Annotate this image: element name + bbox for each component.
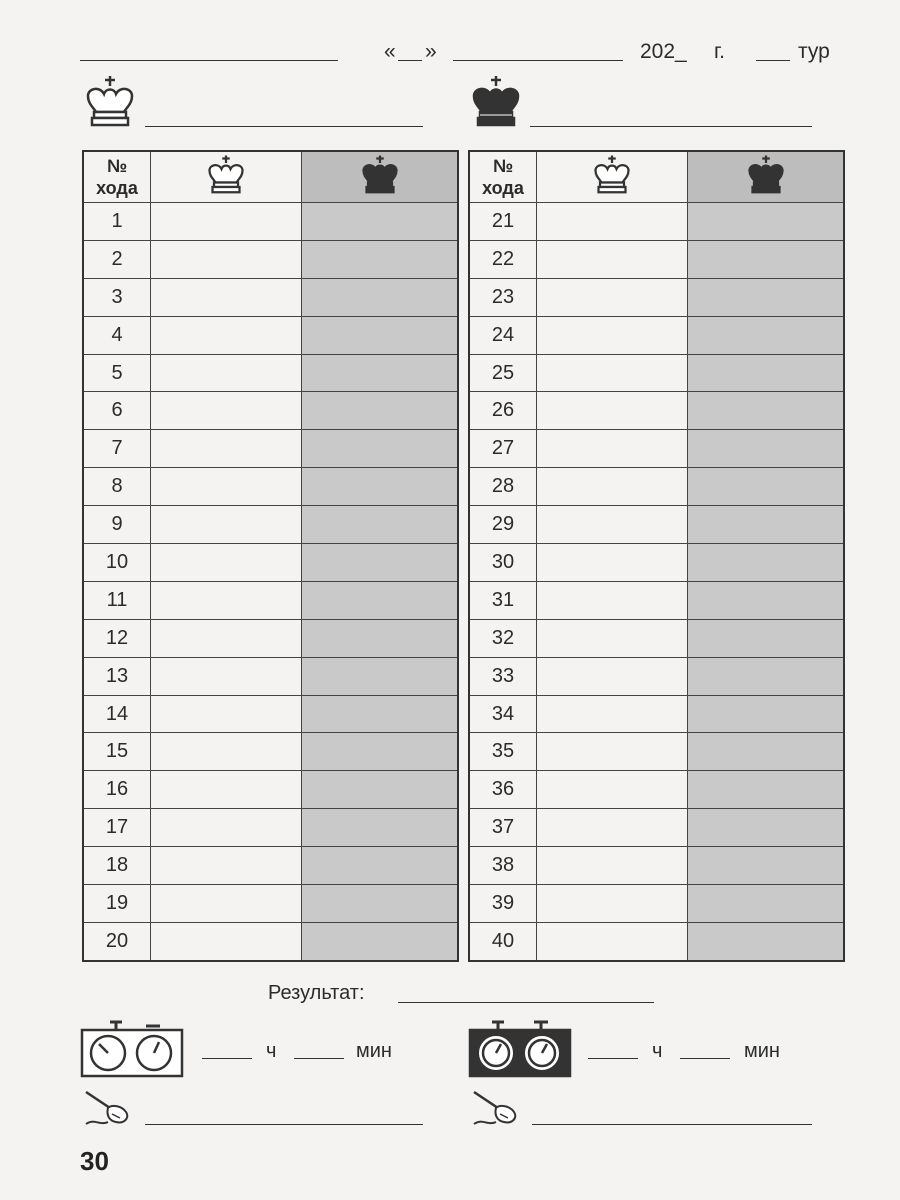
white-signature-field[interactable] (145, 1122, 423, 1125)
year-suffix: г. (714, 40, 725, 63)
white-move-cell[interactable] (151, 885, 302, 923)
white-move-cell[interactable] (151, 392, 302, 430)
move-number: 29 (469, 506, 537, 544)
move-row (469, 619, 844, 657)
black-move-cell[interactable] (302, 809, 459, 847)
move-row (83, 354, 458, 392)
event-field[interactable] (80, 38, 338, 61)
black-move-cell[interactable] (688, 885, 845, 923)
moves-table-right (468, 150, 845, 962)
move-row (469, 354, 844, 392)
white-move-cell[interactable] (537, 657, 688, 695)
move-number: 37 (469, 809, 537, 847)
black-signature-field[interactable] (532, 1122, 812, 1125)
black-minutes-label: мин (744, 1040, 780, 1062)
move-number: 9 (83, 506, 151, 544)
move-number: 35 (469, 733, 537, 771)
round-field[interactable] (756, 38, 790, 61)
move-number: 22 (469, 240, 537, 278)
white-move-cell[interactable] (151, 922, 302, 960)
move-row (83, 203, 458, 241)
black-move-cell[interactable] (302, 430, 459, 468)
white-minutes-field[interactable] (294, 1056, 344, 1059)
white-king-icon (203, 154, 249, 196)
white-move-cell[interactable] (151, 847, 302, 885)
month-field[interactable] (453, 38, 623, 61)
white-move-cell[interactable] (537, 544, 688, 582)
move-row (83, 885, 458, 923)
black-move-cell[interactable] (302, 922, 459, 960)
white-move-cell[interactable] (537, 695, 688, 733)
move-number: 40 (469, 922, 537, 960)
white-move-cell[interactable] (151, 581, 302, 619)
black-move-cell[interactable] (302, 240, 459, 278)
black-move-cell[interactable] (688, 922, 845, 960)
black-move-cell[interactable] (688, 468, 845, 506)
table-header-row (83, 151, 458, 203)
move-row (83, 468, 458, 506)
black-move-cell[interactable] (688, 733, 845, 771)
white-move-cell[interactable] (537, 771, 688, 809)
move-number: 10 (83, 544, 151, 582)
white-player-name-field[interactable] (145, 124, 423, 127)
move-number: 33 (469, 657, 537, 695)
move-number: 8 (83, 468, 151, 506)
white-column-header (537, 151, 688, 203)
chess-clock-icon (468, 1020, 572, 1080)
white-minutes-label: мин (356, 1040, 392, 1062)
black-move-cell[interactable] (688, 203, 845, 241)
move-number: 36 (469, 771, 537, 809)
black-move-cell[interactable] (302, 619, 459, 657)
move-number: 6 (83, 392, 151, 430)
black-move-cell[interactable] (688, 847, 845, 885)
move-number: 30 (469, 544, 537, 582)
white-move-cell[interactable] (151, 240, 302, 278)
move-row (469, 771, 844, 809)
white-move-cell[interactable] (151, 203, 302, 241)
white-move-cell[interactable] (537, 506, 688, 544)
white-hours-label: ч (266, 1040, 277, 1062)
white-move-cell[interactable] (151, 544, 302, 582)
black-king-icon (743, 154, 789, 196)
black-hours-label: ч (652, 1040, 663, 1062)
move-number-header (469, 151, 537, 203)
white-move-cell[interactable] (537, 430, 688, 468)
move-number: 16 (83, 771, 151, 809)
move-number: 1 (83, 203, 151, 241)
move-row (469, 506, 844, 544)
black-move-cell[interactable] (688, 392, 845, 430)
move-number: 11 (83, 581, 151, 619)
white-move-cell[interactable] (537, 354, 688, 392)
move-row (469, 847, 844, 885)
move-row (83, 430, 458, 468)
white-move-cell[interactable] (537, 885, 688, 923)
white-move-cell[interactable] (151, 278, 302, 316)
black-move-cell[interactable] (302, 847, 459, 885)
white-move-cell[interactable] (151, 619, 302, 657)
move-row (83, 847, 458, 885)
move-row (469, 922, 844, 960)
move-number: 21 (469, 203, 537, 241)
year-text: 202_ (640, 40, 687, 63)
move-number: 28 (469, 468, 537, 506)
result-field[interactable] (398, 1002, 654, 1003)
black-move-cell[interactable] (688, 278, 845, 316)
move-number-header-line1: № (106, 156, 128, 176)
move-number: 4 (83, 316, 151, 354)
move-row (469, 885, 844, 923)
black-column-header (302, 151, 459, 203)
black-move-cell[interactable] (302, 695, 459, 733)
move-row (469, 316, 844, 354)
white-move-cell[interactable] (151, 771, 302, 809)
white-move-cell[interactable] (537, 316, 688, 354)
white-move-cell[interactable] (537, 809, 688, 847)
page-number: 30 (80, 1146, 109, 1176)
move-row (83, 733, 458, 771)
day-field[interactable] (398, 38, 422, 61)
move-number: 27 (469, 430, 537, 468)
black-move-cell[interactable] (688, 430, 845, 468)
white-move-cell[interactable] (537, 468, 688, 506)
move-number: 25 (469, 354, 537, 392)
black-player-name-field[interactable] (530, 124, 812, 127)
white-move-cell[interactable] (537, 733, 688, 771)
black-move-cell[interactable] (302, 354, 459, 392)
move-number: 38 (469, 847, 537, 885)
white-move-cell[interactable] (151, 733, 302, 771)
move-row (469, 468, 844, 506)
black-move-cell[interactable] (302, 278, 459, 316)
white-move-cell[interactable] (537, 278, 688, 316)
table-header-row (469, 151, 844, 203)
move-number-header-line1: № (492, 156, 514, 176)
move-row (469, 544, 844, 582)
black-move-cell[interactable] (302, 506, 459, 544)
moves-table-left (82, 150, 459, 962)
black-king-icon (466, 74, 526, 130)
black-move-cell[interactable] (688, 695, 845, 733)
move-row (469, 203, 844, 241)
white-move-cell[interactable] (537, 847, 688, 885)
white-king-icon (589, 154, 635, 196)
white-move-cell[interactable] (151, 809, 302, 847)
move-number: 24 (469, 316, 537, 354)
chess-clock-icon (80, 1020, 184, 1080)
white-hours-field[interactable] (202, 1056, 252, 1059)
move-number: 13 (83, 657, 151, 695)
black-move-cell[interactable] (302, 885, 459, 923)
move-number: 3 (83, 278, 151, 316)
move-number: 15 (83, 733, 151, 771)
move-number: 18 (83, 847, 151, 885)
move-number: 14 (83, 695, 151, 733)
move-row (83, 619, 458, 657)
black-move-cell[interactable] (688, 771, 845, 809)
black-minutes-field[interactable] (680, 1056, 730, 1059)
signature-icon (470, 1088, 526, 1128)
move-row (83, 240, 458, 278)
white-move-cell[interactable] (151, 316, 302, 354)
move-row (469, 733, 844, 771)
signature-icon (82, 1088, 138, 1128)
black-move-cell[interactable] (302, 392, 459, 430)
move-row (469, 430, 844, 468)
move-number: 19 (83, 885, 151, 923)
move-number: 7 (83, 430, 151, 468)
white-move-cell[interactable] (151, 354, 302, 392)
black-move-cell[interactable] (302, 657, 459, 695)
move-row (83, 392, 458, 430)
white-column-header (151, 151, 302, 203)
move-number: 26 (469, 392, 537, 430)
move-row (469, 240, 844, 278)
black-move-cell[interactable] (688, 619, 845, 657)
black-king-icon (357, 154, 403, 196)
black-move-cell[interactable] (688, 506, 845, 544)
move-row (83, 544, 458, 582)
date-quote-close: » (425, 40, 437, 63)
black-move-cell[interactable] (688, 544, 845, 582)
move-row (469, 278, 844, 316)
white-king-icon (80, 74, 140, 130)
white-move-cell[interactable] (151, 506, 302, 544)
move-row (469, 809, 844, 847)
black-move-cell[interactable] (688, 809, 845, 847)
black-hours-field[interactable] (588, 1056, 638, 1059)
move-row (83, 316, 458, 354)
date-quote-open: « (384, 40, 396, 63)
move-number: 17 (83, 809, 151, 847)
white-move-cell[interactable] (537, 619, 688, 657)
move-row (83, 657, 458, 695)
move-number-header-line2: хода (482, 178, 524, 198)
black-move-cell[interactable] (302, 203, 459, 241)
game-info-header (80, 38, 840, 68)
white-move-cell[interactable] (537, 392, 688, 430)
move-number: 34 (469, 695, 537, 733)
move-row (83, 581, 458, 619)
white-move-cell[interactable] (151, 657, 302, 695)
white-move-cell[interactable] (537, 240, 688, 278)
white-move-cell[interactable] (537, 203, 688, 241)
move-row (83, 695, 458, 733)
move-row (469, 695, 844, 733)
move-row (83, 809, 458, 847)
black-move-cell[interactable] (688, 316, 845, 354)
black-move-cell[interactable] (302, 468, 459, 506)
black-move-cell[interactable] (302, 316, 459, 354)
result-label: Результат: (268, 982, 365, 1004)
black-move-cell[interactable] (302, 581, 459, 619)
black-move-cell[interactable] (688, 240, 845, 278)
move-number-header-line2: хода (96, 178, 138, 198)
move-row (83, 278, 458, 316)
move-row (469, 392, 844, 430)
black-move-cell[interactable] (302, 733, 459, 771)
white-move-cell[interactable] (151, 430, 302, 468)
black-move-cell[interactable] (302, 771, 459, 809)
move-row (469, 657, 844, 695)
move-number: 23 (469, 278, 537, 316)
move-row (83, 922, 458, 960)
move-number-header (83, 151, 151, 203)
white-move-cell[interactable] (151, 695, 302, 733)
black-move-cell[interactable] (688, 657, 845, 695)
move-number: 20 (83, 922, 151, 960)
black-move-cell[interactable] (688, 354, 845, 392)
move-number: 31 (469, 581, 537, 619)
black-move-cell[interactable] (688, 581, 845, 619)
move-number: 12 (83, 619, 151, 657)
black-move-cell[interactable] (302, 544, 459, 582)
move-number: 5 (83, 354, 151, 392)
move-row (469, 581, 844, 619)
white-move-cell[interactable] (537, 581, 688, 619)
move-row (83, 506, 458, 544)
black-column-header (688, 151, 845, 203)
white-move-cell[interactable] (537, 922, 688, 960)
move-number: 2 (83, 240, 151, 278)
move-number: 32 (469, 619, 537, 657)
round-label: тур (798, 40, 830, 63)
move-number: 39 (469, 885, 537, 923)
white-move-cell[interactable] (151, 468, 302, 506)
move-row (83, 771, 458, 809)
